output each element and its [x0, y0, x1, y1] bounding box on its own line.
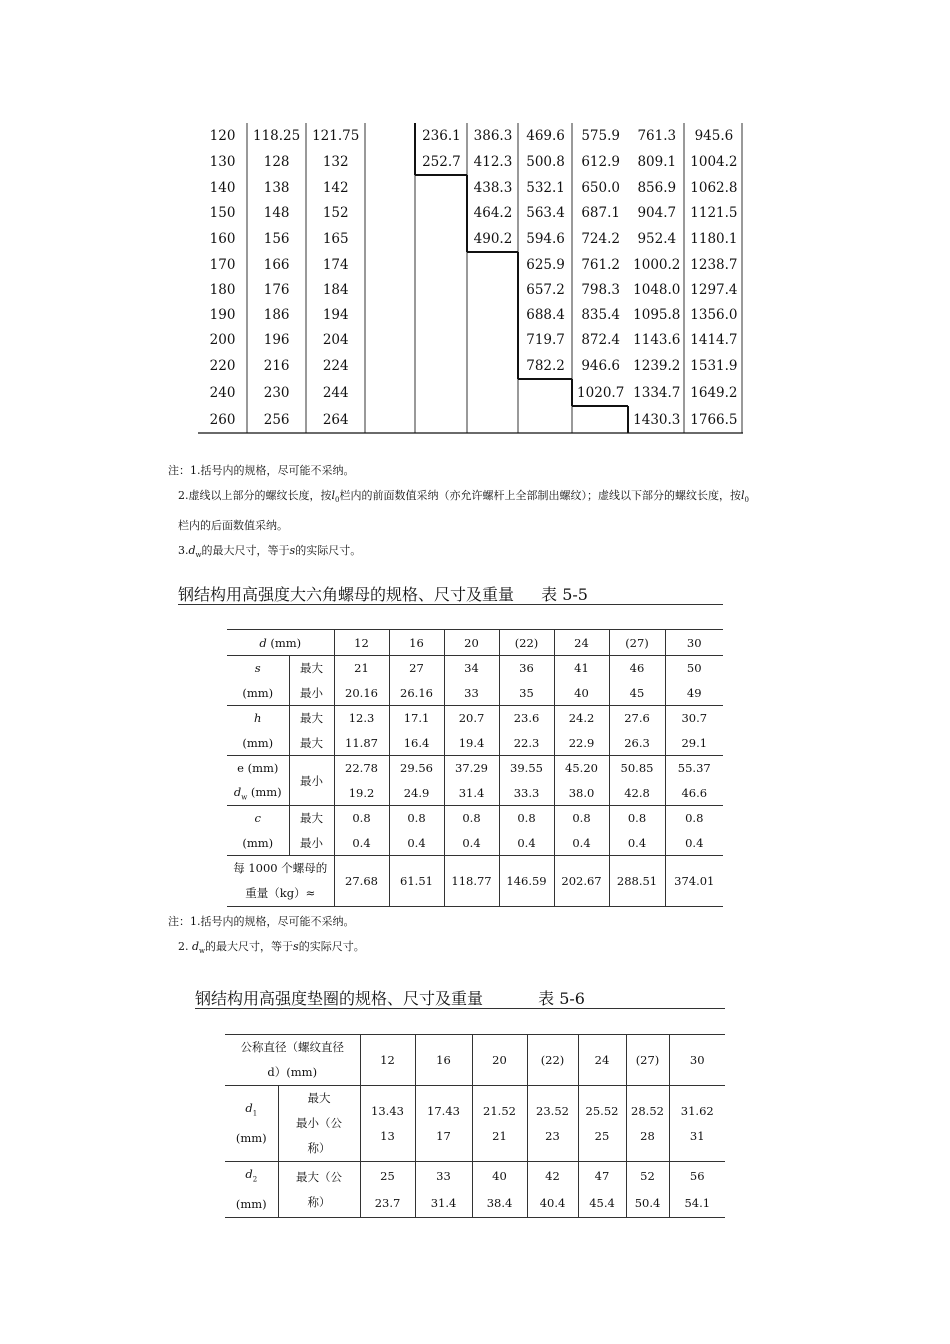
table1-cell [415, 406, 467, 433]
table3-d2-min: 23.7 [360, 1190, 415, 1218]
table2-s_min-cell: 40 [554, 681, 609, 706]
table2-e_vals-cell: 29.56 [389, 756, 444, 781]
table-row [198, 148, 743, 175]
t2-e-label: e (mm) [227, 756, 289, 781]
table1-cell: 688.4 [526, 306, 565, 323]
t2-h-max-label-2: 最大 [289, 731, 334, 756]
table1-cell: 1414.7 [690, 331, 738, 348]
table2-s_min-cell: 33 [444, 681, 499, 706]
table3-d2-max: 25 [360, 1162, 415, 1190]
table2-h_max-cell: 24.2 [554, 706, 609, 731]
table1-cell [467, 327, 518, 352]
table3-d1-cell [626, 1086, 669, 1162]
table2-weights-cell: 374.01 [665, 856, 723, 907]
t2-e-min-label: 最小 [289, 756, 334, 806]
table3-d1-min: 25 [594, 1128, 610, 1143]
table2-weights-cell: 202.67 [554, 856, 609, 907]
table1-cell: 412.3 [473, 153, 513, 170]
table1-cell [415, 252, 467, 277]
table2-sizes-cell: 16 [389, 630, 444, 656]
table1-cell: 719.7 [526, 331, 565, 348]
table1-cell: 121.75 [312, 127, 360, 144]
t2-h-label: h [227, 706, 289, 731]
table2-h_min-cell: 26.3 [609, 731, 665, 756]
table1-cell: 1180.1 [690, 230, 738, 247]
table1-cell: 872.4 [581, 331, 620, 348]
table2-c_max-cell: 0.8 [499, 806, 554, 831]
table1-cell [365, 352, 415, 379]
table1-cell [365, 406, 415, 433]
table3-d1-max: 21.52 [483, 1103, 516, 1118]
table1-cell: 798.3 [581, 281, 620, 298]
table2-e_vals-cell: 50.85 [609, 756, 665, 781]
t2-dw-label: $d_w$ (mm) [227, 781, 289, 806]
table2-e_vals-cell: 22.78 [334, 756, 389, 781]
table1-cell: 945.6 [694, 127, 734, 144]
t2-weight-label: 每 1000 个螺母的 重量（kg）≈ [227, 856, 334, 907]
table3-d1-min: 31 [689, 1128, 705, 1143]
table1-cell: 1531.9 [690, 357, 738, 374]
table1-cell: 856.9 [637, 179, 677, 196]
table1-cell: 174 [322, 256, 349, 273]
table3-d1-cell [527, 1086, 578, 1162]
table1-cell: 1004.2 [690, 153, 738, 170]
note1-line3: 栏内的后面数值采纳。 [178, 519, 288, 533]
table3-d1-min: 28 [640, 1128, 655, 1143]
table1-cell: 438.3 [473, 179, 513, 196]
table-row [198, 252, 743, 277]
table1-cell: 264 [322, 411, 349, 428]
table2-c_max-cell: 0.8 [665, 806, 723, 831]
table2-weights-cell: 146.59 [499, 856, 554, 907]
table3-d2-min: 50.4 [626, 1190, 669, 1218]
table1-cell [365, 148, 415, 175]
table1-cell [519, 406, 573, 433]
note2-line2: 2. $d_w$的最大尺寸，等于s的实际尺寸。 [178, 940, 365, 956]
table3-size-cell: (27) [626, 1035, 669, 1086]
table1-cell: 256 [263, 411, 290, 428]
table1-cell: 252.7 [422, 153, 461, 170]
table3-d1-cell [415, 1086, 472, 1162]
table2-c_min-cell: 0.4 [499, 831, 554, 856]
table1-cell [415, 302, 467, 327]
table2-h_min-cell: 11.87 [334, 731, 389, 756]
table1-cell [415, 200, 467, 225]
table1-cell [467, 277, 518, 302]
table1-cell: 1649.2 [690, 384, 738, 401]
table2-h_max-cell: 30.7 [665, 706, 723, 731]
table2-weights-cell: 288.51 [609, 856, 665, 907]
table2-dw_vals-cell: 33.3 [499, 781, 554, 806]
table3-d2-max: 33 [415, 1162, 472, 1190]
table3-d1-max: 17.43 [427, 1103, 460, 1118]
table3-d1-max: 13.43 [371, 1103, 404, 1118]
table-row [198, 406, 743, 433]
table1-cell [415, 277, 467, 302]
table2-c_max-cell: 0.8 [334, 806, 389, 831]
table3-d1-cell [472, 1086, 527, 1162]
table1-cell: 156 [263, 230, 290, 247]
notes-block-1 [168, 458, 818, 568]
table1-cell [467, 406, 518, 433]
table3-d2-min: 40.4 [527, 1190, 578, 1218]
table1-cell: 1238.7 [690, 256, 738, 273]
table3-caption [195, 986, 725, 1009]
table1-cell: 216 [263, 357, 290, 374]
table1-cell: 687.1 [581, 204, 620, 221]
table1-cell [415, 352, 467, 379]
table2-s_max-cell: 21 [334, 656, 389, 681]
table-row [198, 327, 743, 352]
table1-cell: 657.2 [526, 281, 565, 298]
table1-cell: 1334.7 [633, 384, 681, 401]
table3-d1-min: 13 [380, 1128, 395, 1143]
table1-cell: 469.6 [526, 127, 565, 144]
t2-c-min-label: 最小 [289, 831, 334, 856]
table2-h_max-cell: 20.7 [444, 706, 499, 731]
table1-cell: 904.7 [637, 204, 677, 221]
table2-c_min-cell: 0.4 [554, 831, 609, 856]
table1-cell [365, 277, 415, 302]
table1-cell: 575.9 [581, 127, 620, 144]
note1-line2: 2.虚线以上部分的螺纹长度，按$l_0$栏内的前面数值采纳（亦允许螺杆上全部制出螺纹）；虚线以下部分的螺纹长度，按$l_0$ [178, 489, 749, 505]
t2-c-max-label: 最大 [289, 806, 334, 831]
table1-cell: 160 [209, 230, 236, 247]
table1-cell: 1356.0 [690, 306, 738, 323]
table1-cell: 464.2 [473, 204, 513, 221]
table2-s_min-cell: 45 [609, 681, 665, 706]
table1-cell: 165 [322, 230, 349, 247]
washer-spec-table [225, 1034, 725, 1218]
t2-c-mm: (mm) [227, 831, 289, 856]
table2-sizes-cell: (22) [499, 630, 554, 656]
table1-cell: 204 [322, 331, 349, 348]
table1-cell [365, 225, 415, 252]
table2-e_vals-cell: 37.29 [444, 756, 499, 781]
table2-sizes-cell: 24 [554, 630, 609, 656]
table1-cell [365, 327, 415, 352]
table1-cell: 1048.0 [633, 281, 681, 298]
table3-d2-max: 42 [527, 1162, 578, 1190]
table1-cell [365, 200, 415, 225]
t2-s-min-label: 最小 [289, 681, 334, 706]
table3-size-cell: 30 [669, 1035, 725, 1086]
table1-cell: 1020.7 [577, 384, 625, 401]
table1-cell: 724.2 [581, 230, 620, 247]
notes-block-2 [168, 909, 818, 964]
table1-cell [573, 406, 629, 433]
table1-cell: 1143.6 [633, 331, 681, 348]
table1-cell: 1095.8 [633, 306, 681, 323]
table2-h_max-cell: 12.3 [334, 706, 389, 731]
table1-cell: 835.4 [581, 306, 620, 323]
table1-cell: 130 [209, 153, 236, 170]
table2-s_min-cell: 26.16 [389, 681, 444, 706]
table2-h_min-cell: 22.9 [554, 731, 609, 756]
table2-s_max-cell: 36 [499, 656, 554, 681]
table2-s_min-cell: 49 [665, 681, 723, 706]
table3-d1-max: 28.52 [631, 1103, 664, 1118]
table3-d2-min: 45.4 [578, 1190, 626, 1218]
table1-cell: 120 [209, 127, 236, 144]
table2-e_vals-cell: 55.37 [665, 756, 723, 781]
table1-cell [365, 379, 415, 406]
table2-e_vals-cell: 39.55 [499, 756, 554, 781]
table1-cell: 260 [209, 411, 236, 428]
table3-d2-max: 52 [626, 1162, 669, 1190]
table3-size-cell: 24 [578, 1035, 626, 1086]
table1-cell: 952.4 [637, 230, 677, 247]
table1-cell [415, 225, 467, 252]
table3-d2-max: 47 [578, 1162, 626, 1190]
table1-cell [519, 379, 573, 406]
table-row [198, 123, 743, 148]
table1-cell: 138 [263, 179, 290, 196]
table2-dw_vals-cell: 19.2 [334, 781, 389, 806]
table2-c_max-cell: 0.8 [389, 806, 444, 831]
table2-number: 表 5-5 [541, 585, 588, 604]
table2-dw_vals-cell: 38.0 [554, 781, 609, 806]
table3-size-cell: 16 [415, 1035, 472, 1086]
nut-spec-table [227, 629, 723, 907]
table1-cell: 612.9 [581, 153, 620, 170]
table1-cell: 946.6 [581, 357, 620, 374]
table1-cell: 166 [263, 256, 290, 273]
t3-head-label: 公称直径（螺纹直径 d）(mm) [225, 1035, 360, 1086]
table1-cell: 761.3 [637, 127, 677, 144]
table1-cell [415, 175, 467, 200]
table2-sizes-cell: (27) [609, 630, 665, 656]
table2-c_min-cell: 0.4 [389, 831, 444, 856]
table1-cell: 244 [322, 384, 349, 401]
table1-cell: 1430.3 [633, 411, 681, 428]
table1-cell [467, 302, 518, 327]
table1-cell: 1297.4 [690, 281, 738, 298]
table2-h_max-cell: 23.6 [499, 706, 554, 731]
table1-cell: 1062.8 [690, 179, 738, 196]
table2-caption [178, 582, 723, 605]
table3-d2-max: 40 [472, 1162, 527, 1190]
table1-cell: 142 [322, 179, 349, 196]
table2-dw_vals-cell: 42.8 [609, 781, 665, 806]
table3-d2-min: 38.4 [472, 1190, 527, 1218]
table3-d1-min: 21 [492, 1128, 507, 1143]
table1-cell: 500.8 [526, 153, 565, 170]
table1-cell: 128 [263, 153, 290, 170]
table2-dw_vals-cell: 24.9 [389, 781, 444, 806]
table1-cell: 148 [263, 204, 290, 221]
table2-c_min-cell: 0.4 [444, 831, 499, 856]
table1-cell [365, 302, 415, 327]
table1-cell [467, 379, 518, 406]
table1-cell: 224 [322, 357, 349, 374]
table1-cell: 1000.2 [633, 256, 681, 273]
table1-cell: 118.25 [253, 127, 301, 144]
table2-h_min-cell: 16.4 [389, 731, 444, 756]
table2-sizes-cell: 20 [444, 630, 499, 656]
table-row [198, 225, 743, 252]
table1-cell: 200 [209, 331, 236, 348]
table3-d1-min: 17 [436, 1128, 451, 1143]
table1-cell: 190 [209, 306, 236, 323]
table1-cell: 1239.2 [633, 357, 681, 374]
table1-cell: 180 [209, 281, 236, 298]
table1-cell: 230 [263, 384, 290, 401]
table1-cell: 196 [263, 331, 290, 348]
table2-e_vals-cell: 45.20 [554, 756, 609, 781]
t3-d2-label: $d_2$ (mm) [225, 1162, 278, 1218]
t3-d1-label: $d_1$ (mm) [225, 1086, 278, 1162]
table1-cell: 184 [322, 281, 349, 298]
table2-h_max-cell: 27.6 [609, 706, 665, 731]
table2-dw_vals-cell: 31.4 [444, 781, 499, 806]
table1-cell [365, 252, 415, 277]
table3-d1-cell [669, 1086, 725, 1162]
table1-cell: 625.9 [526, 256, 565, 273]
table1-cell [415, 379, 467, 406]
table1-cell: 1766.5 [690, 411, 738, 428]
table2-sizes-cell: 12 [334, 630, 389, 656]
table2-weights-cell: 61.51 [389, 856, 444, 907]
table2-s_max-cell: 34 [444, 656, 499, 681]
table3-d1-min: 23 [545, 1128, 560, 1143]
table2-s_max-cell: 50 [665, 656, 723, 681]
table1-cell: 150 [209, 204, 236, 221]
note1-line1: 注：1.括号内的规格，尽可能不采纳。 [168, 464, 355, 477]
table1-cell: 240 [209, 384, 236, 401]
table2-s_max-cell: 41 [554, 656, 609, 681]
table1-cell: 761.2 [581, 256, 620, 273]
table1-cell: 650.0 [581, 179, 620, 196]
table3-d2-min: 31.4 [415, 1190, 472, 1218]
table2-s_max-cell: 27 [389, 656, 444, 681]
table3-size-cell: (22) [527, 1035, 578, 1086]
t3-d1-sublabel: 最大 最小（公 称） [278, 1086, 360, 1162]
table1-cell: 152 [322, 204, 349, 221]
table1-cell: 220 [209, 357, 236, 374]
note2-line1: 注：1.括号内的规格，尽可能不采纳。 [168, 915, 355, 928]
table3-d2-min: 54.1 [669, 1190, 725, 1218]
table3-d1-max: 25.52 [585, 1103, 619, 1118]
bolt-length-table [198, 123, 743, 435]
table3-d2-max: 56 [669, 1162, 725, 1190]
table1-cell: 386.3 [473, 127, 513, 144]
table3-size-cell: 12 [360, 1035, 415, 1086]
t2-h-max-label: 最大 [289, 706, 334, 731]
table1-cell [365, 175, 415, 200]
t3-d2-sublabel: 最大（公 称） [278, 1162, 360, 1218]
table2-dw_vals-cell: 46.6 [665, 781, 723, 806]
table3-d1-cell [360, 1086, 415, 1162]
t2-s-label: s [227, 656, 289, 681]
table1-cell [467, 352, 518, 379]
table1-cell: 236.1 [422, 127, 461, 144]
table1-grid [198, 123, 743, 433]
table2-c_min-cell: 0.4 [334, 831, 389, 856]
table2-c_max-cell: 0.8 [444, 806, 499, 831]
table2-s_min-cell: 20.16 [334, 681, 389, 706]
table-row [198, 277, 743, 302]
table1-cell: 782.2 [526, 357, 565, 374]
table1-cell: 490.2 [473, 230, 513, 247]
table3-d1-max: 31.62 [680, 1103, 714, 1118]
table2-c_min-cell: 0.4 [609, 831, 665, 856]
table1-cell: 594.6 [526, 230, 565, 247]
table-row [198, 379, 743, 406]
t2-s-max-label: 最大 [289, 656, 334, 681]
table1-cell: 140 [209, 179, 236, 196]
table3-d1-cell [578, 1086, 626, 1162]
table2-sizes-cell: 30 [665, 630, 723, 656]
table3-number: 表 5-6 [538, 989, 585, 1008]
table1-cell [365, 123, 415, 148]
table3-title: 钢结构用高强度垫圈的规格、尺寸及重量 [195, 989, 484, 1008]
note1-line4: $3.d_w$的最大尺寸，等于s的实际尺寸。 [178, 544, 362, 560]
t2-s-mm: (mm) [227, 681, 289, 706]
table3-size-cell: 20 [472, 1035, 527, 1086]
t2-head-d: d (mm) [227, 630, 334, 656]
table-row [198, 302, 743, 327]
table2-weights-cell: 27.68 [334, 856, 389, 907]
table1-cell: 170 [209, 256, 236, 273]
table1-cell: 809.1 [637, 153, 677, 170]
table1-cell [467, 252, 518, 277]
table-row [198, 352, 743, 379]
t2-h-mm: (mm) [227, 731, 289, 756]
table2-c_max-cell: 0.8 [554, 806, 609, 831]
table-row [198, 200, 743, 225]
table2-c_min-cell: 0.4 [665, 831, 723, 856]
table1-cell: 1121.5 [690, 204, 738, 221]
table2-s_max-cell: 46 [609, 656, 665, 681]
table1-cell: 176 [263, 281, 290, 298]
table1-cell: 532.1 [526, 179, 565, 196]
table2-s_min-cell: 35 [499, 681, 554, 706]
table2-c_max-cell: 0.8 [609, 806, 665, 831]
table2-h_min-cell: 29.1 [665, 731, 723, 756]
table2-h_min-cell: 19.4 [444, 731, 499, 756]
table2-weights-cell: 118.77 [444, 856, 499, 907]
table1-cell: 563.4 [526, 204, 565, 221]
table3-d1-max: 23.52 [536, 1103, 569, 1118]
table2-title: 钢结构用高强度大六角螺母的规格、尺寸及重量 [178, 585, 515, 604]
table-row [198, 175, 743, 200]
table1-cell: 186 [263, 306, 290, 323]
table1-cell: 194 [322, 306, 349, 323]
table2-h_min-cell: 22.3 [499, 731, 554, 756]
t2-c-label: c [227, 806, 289, 831]
table2-h_max-cell: 17.1 [389, 706, 444, 731]
table1-cell: 132 [322, 153, 349, 170]
table1-cell [415, 327, 467, 352]
